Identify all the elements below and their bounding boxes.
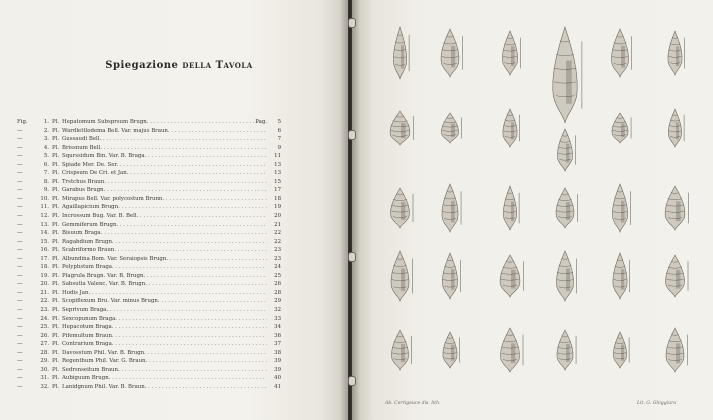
entry-pl: Pl. (52, 204, 60, 211)
index-entry (17, 127, 279, 136)
entry-fig-marker: — (17, 144, 23, 151)
entry-page-number: 33 (274, 315, 281, 322)
shell-figure (390, 111, 414, 145)
entry-pl: Pl. (52, 375, 60, 382)
binding-stitch (348, 252, 356, 262)
entry-pl: Pl. (52, 332, 60, 339)
index-entry (17, 289, 279, 298)
index-entry (17, 221, 279, 230)
entry-number: 17. (40, 255, 49, 262)
entry-pl: Pl. (52, 247, 60, 254)
entry-page-number: 23 (274, 247, 281, 254)
entry-fig-marker: — (17, 195, 23, 202)
entry-number: 28. (40, 349, 49, 356)
entry-pl: Pl. (52, 170, 60, 177)
shell-figure (556, 188, 577, 228)
index-entry (17, 306, 279, 315)
entry-pl: Pl. (52, 178, 60, 185)
entry-fig-marker: — (17, 204, 23, 211)
entry-species-name: Spiade Mer. De. Ser. . . . (62, 161, 267, 170)
index-entry (17, 332, 279, 341)
entry-fig-marker: — (17, 289, 23, 296)
entry-species-name: Lanidgnum Phil. Var. B. Braun. . . . (62, 383, 267, 392)
entry-fig-marker: — (17, 187, 23, 194)
shell-figure (502, 31, 520, 75)
index-entry (17, 195, 279, 204)
entry-fig-marker: — (17, 136, 23, 143)
entry-fig-marker: — (17, 221, 23, 228)
title-prefix: Spiegazione (105, 60, 179, 71)
entry-page-number: 6 (277, 127, 281, 134)
entry-number: 29. (40, 358, 49, 365)
shell-figure (553, 27, 582, 123)
index-entry (17, 255, 279, 264)
entry-pl: Pl. (52, 221, 60, 228)
index-entry (17, 263, 279, 272)
entry-fig-marker: — (17, 307, 23, 314)
entry-number: 19. (40, 272, 49, 279)
entry-pl: Pl. (52, 119, 60, 125)
entry-number: 4. (43, 144, 49, 151)
entry-pl: Pl. (52, 272, 60, 279)
shell-figure (501, 328, 523, 372)
entry-pl: Pl. (52, 230, 60, 237)
index-entry (17, 135, 279, 144)
entry-species-name: Hepacotum Braga. . . . (62, 323, 267, 332)
entry-page-number: 36 (274, 332, 281, 339)
entry-fig-marker: — (17, 281, 23, 288)
shell-figure (391, 251, 412, 301)
index-entry (17, 161, 279, 170)
entry-pl: Pl. (52, 136, 60, 143)
entry-page-number: 22 (274, 230, 281, 237)
index-entry (17, 186, 279, 195)
entry-fig-marker: — (17, 161, 23, 168)
index-entry (17, 203, 279, 212)
entry-fig-marker: — (17, 178, 23, 185)
shell-figure (668, 109, 684, 147)
index-entry (17, 238, 279, 247)
entry-species-name: Hepatomum Subsprsum Brugn. . . . (62, 118, 267, 127)
entry-fig-marker: — (17, 298, 23, 305)
shell-figure (611, 29, 631, 77)
index-entry (17, 152, 279, 161)
shell-figure (443, 332, 460, 368)
entry-page-number: 32 (274, 307, 281, 314)
entry-fig-marker: — (17, 247, 23, 254)
entry-fig-marker: — (17, 127, 23, 134)
shell-figure (613, 332, 629, 368)
index-entry (17, 118, 279, 127)
shell-figure (393, 27, 409, 79)
shell-illustrations (380, 8, 702, 390)
entry-number: 32. (40, 383, 49, 390)
entry-pl: Pl. (52, 127, 60, 134)
shell-figure (503, 109, 520, 147)
entry-species-name: Albundina Bom. Var. Seraiopsis Brugn. . . . (62, 255, 267, 264)
shell-figure (665, 186, 689, 230)
index-entry (17, 246, 279, 255)
index-entry (17, 272, 279, 281)
entry-fig-marker: — (17, 366, 23, 373)
entry-pl: Pl. (52, 298, 60, 305)
entry-species-name: Crispsum De Cri. et Jan. . . . (62, 169, 267, 178)
entry-species-name: Mirapus Bell. Var. polycostum Brunn. . . . (62, 195, 267, 204)
entry-species-name: Garabus Brugn. . . . (62, 186, 267, 195)
entry-number: 18. (40, 264, 49, 271)
entry-species-name: Aubiguum Brugn. . . . (62, 374, 267, 383)
entry-pl: Pl. (52, 187, 60, 194)
shell-figure (666, 328, 687, 372)
entry-page-number: 41 (274, 383, 281, 390)
entry-species-name: Trstchus Braun. . . . (62, 178, 267, 187)
entry-page-number: 39 (274, 358, 281, 365)
title-middle: della (182, 60, 212, 71)
entry-page-number: 7 (277, 136, 281, 143)
entry-pl: Pl. (52, 195, 60, 202)
entry-species-name: Hodis Jan. . . . (62, 289, 267, 298)
shell-figure (442, 253, 460, 299)
entry-pl: Pl. (52, 341, 60, 348)
entry-species-name: Agaillapicium Brugn. . . . (62, 203, 267, 212)
index-entry (17, 229, 279, 238)
entry-species-name: Ragabdium Brugn. . . . (62, 238, 267, 247)
title-suffix: Tavola (215, 60, 253, 71)
entry-fig-marker: — (17, 272, 23, 279)
entry-number: 5. (43, 153, 49, 160)
entry-page-number: 20 (274, 213, 281, 220)
entry-page-number: 13 (274, 170, 281, 177)
entry-fig-marker: — (17, 358, 23, 365)
entry-number: 12. (40, 213, 49, 220)
entry-page-number: 17 (274, 187, 281, 194)
entry-number: 7. (43, 170, 49, 177)
index-entry (17, 323, 279, 332)
entry-species-name: Sedrsnseitum Braun. . . . (62, 366, 267, 375)
index-entry (17, 178, 279, 187)
entry-species-name: Scopiflexum Bru. Var. minus Brugn. . . . (62, 297, 267, 306)
entry-page-number: 24 (274, 264, 281, 271)
plate-credit-right: Lit. G. Ghiggiura (637, 401, 677, 406)
index-entry (17, 280, 279, 289)
shell-figure (556, 251, 576, 301)
entry-number: 1. (43, 119, 49, 125)
entry-fig-marker: — (17, 255, 23, 262)
entry-species-name: Seprivum Braga. . . . (62, 306, 267, 315)
entry-species-name: Plagrula Brugn. Var. B. Brugn. . . . (62, 272, 267, 281)
entry-species-name: Sabsutla Valenc. Var. B. Brugn. . . . (62, 280, 267, 289)
entry-page-number: 29 (274, 298, 281, 305)
entry-pl: Pl. (52, 281, 60, 288)
entry-species-name: Gussaudi Bell. . . . (62, 135, 267, 144)
entry-page-number: 26 (274, 281, 281, 288)
entry-page-number: 38 (274, 349, 281, 356)
entry-page-number: 9 (277, 144, 281, 151)
index-entry (17, 169, 279, 178)
entry-species-name: Brissnum Bell. . . . (62, 144, 267, 153)
index-entry (17, 374, 279, 383)
index-entry (17, 383, 279, 392)
entry-species-name: Wardlettlodema Bell. Var. majus Braun. . . . (62, 127, 267, 136)
entry-pl: Pl. (52, 161, 60, 168)
entry-species-name: Squrssidum Bin. Var. B. Braga. . . . (62, 152, 267, 161)
index-entry (17, 349, 279, 358)
index-entry (17, 366, 279, 375)
entry-pl: Pl. (52, 349, 60, 356)
index-entry (17, 297, 279, 306)
entry-page-number: 13 (274, 161, 281, 168)
book-gutter (340, 0, 360, 420)
index-entry (17, 357, 279, 366)
shell-figure (557, 129, 575, 171)
entry-page-number: 5 (277, 119, 281, 125)
entry-page-number: 34 (274, 324, 281, 331)
entry-page-number: 19 (274, 204, 281, 211)
entry-species-name: Incrossum Bug. Var. B. Bell. . . . (62, 212, 267, 221)
entry-fig-marker: — (17, 264, 23, 271)
shell-figure (557, 330, 576, 370)
shell-figure (613, 253, 630, 299)
entry-pl: Pl. (52, 315, 60, 322)
entry-number: 23. (40, 307, 49, 314)
entry-page-number: 25 (274, 272, 281, 279)
entry-page-number: 39 (274, 366, 281, 373)
entry-fig-marker: — (17, 332, 23, 339)
shell-figure (666, 255, 688, 297)
entry-number: 10. (40, 195, 49, 202)
entry-species-name: Polyphstum Braga. . . . (62, 263, 267, 272)
entry-number: 15. (40, 238, 49, 245)
entry-species-name: Davosstum Phil. Var. B. Brugn. . . . (62, 349, 267, 358)
entry-species-name: Gemmiferum Brugn. . . . (62, 221, 267, 230)
entry-fig-marker: — (17, 349, 23, 356)
left-page (0, 0, 348, 420)
entry-number: 25. (40, 324, 49, 331)
entry-fig-marker: — (17, 238, 23, 245)
entry-number: 31. (40, 375, 49, 382)
entry-number: 20. (40, 281, 49, 288)
entry-page-number: 11 (274, 153, 281, 160)
entry-number: 3. (43, 136, 49, 143)
entry-number: 11. (40, 204, 49, 211)
entry-page-number: 21 (274, 221, 281, 228)
entry-species-name: Contrarium Braga. . . . (62, 340, 267, 349)
entry-number: 13. (40, 221, 49, 228)
entry-pl: Pl. (52, 383, 60, 390)
entry-number: 27. (40, 341, 49, 348)
shell-figure (391, 330, 411, 370)
entry-fig-marker: — (17, 315, 23, 322)
entry-page-number: 40 (274, 375, 281, 382)
plate-credit-left: Ab. Cerrigeuce dis. lith. (385, 401, 441, 406)
entry-fig-marker: Fig. (17, 119, 28, 125)
shell-figure (668, 31, 685, 75)
page-title (74, 60, 284, 71)
shell-figure (442, 184, 461, 232)
shell-figure (612, 184, 630, 232)
entry-fig-marker: — (17, 383, 23, 390)
index-entry (17, 212, 279, 221)
entry-pl: Pl. (52, 153, 60, 160)
entry-number: 14. (40, 230, 49, 237)
shell-plate (380, 8, 702, 390)
entry-number: 21. (40, 289, 49, 296)
entry-fig-marker: — (17, 375, 23, 382)
entry-fig-marker: — (17, 324, 23, 331)
binding-stitch (348, 130, 356, 140)
entry-number: 26. (40, 332, 49, 339)
shell-figure (441, 29, 462, 77)
shell-figure (503, 186, 519, 230)
entry-number: 9. (43, 187, 49, 194)
entry-pag-label: Pag. (255, 119, 267, 125)
entry-number: 16. (40, 247, 49, 254)
entry-fig-marker: — (17, 153, 23, 160)
shell-figure (391, 188, 413, 228)
entry-species-name: Bisuum Braga. . . . (62, 229, 267, 238)
entry-page-number: 23 (274, 255, 281, 262)
entry-pl: Pl. (52, 307, 60, 314)
entry-page-number: 28 (274, 289, 281, 296)
entry-page-number: 22 (274, 238, 281, 245)
shell-figure (612, 113, 631, 143)
entry-pl: Pl. (52, 358, 60, 365)
binding-stitch (348, 376, 356, 386)
shell-figure (500, 255, 524, 297)
entry-pl: Pl. (52, 144, 60, 151)
entry-fig-marker: — (17, 341, 23, 348)
entry-fig-marker: — (17, 170, 23, 177)
entry-species-name: Regenthum Phil. Var. G. Braun. . . . (62, 357, 267, 366)
entry-number: 30. (40, 366, 49, 373)
entry-fig-marker: — (17, 213, 23, 220)
entry-number: 8. (43, 178, 49, 185)
entry-pl: Pl. (52, 255, 60, 262)
entry-number: 6. (43, 161, 49, 168)
entry-pl: Pl. (52, 213, 60, 220)
entry-species-name: Pifemultum Braun. . . . (62, 332, 267, 341)
shell-figure (441, 113, 461, 143)
entry-number: 24. (40, 315, 49, 322)
entry-species-name: Scabriformo Braun. . . . (62, 246, 267, 255)
entry-fig-marker: — (17, 230, 23, 237)
entry-pl: Pl. (52, 238, 60, 245)
binding-stitch (348, 18, 356, 28)
entry-page-number: 37 (274, 341, 281, 348)
entry-pl: Pl. (52, 289, 60, 296)
entry-number: 2. (43, 127, 49, 134)
entry-pl: Pl. (52, 366, 60, 373)
entry-pl: Pl. (52, 264, 60, 271)
index-entry (17, 315, 279, 324)
entry-page-number: 18 (274, 195, 281, 202)
entry-number: 22. (40, 298, 49, 305)
index-entry (17, 340, 279, 349)
figure-index (17, 118, 279, 392)
entry-page-number: 15 (274, 178, 281, 185)
entry-pl: Pl. (52, 324, 60, 331)
index-entry (17, 144, 279, 153)
entry-species-name: Sexcopunum Braga. . . . (62, 315, 267, 324)
